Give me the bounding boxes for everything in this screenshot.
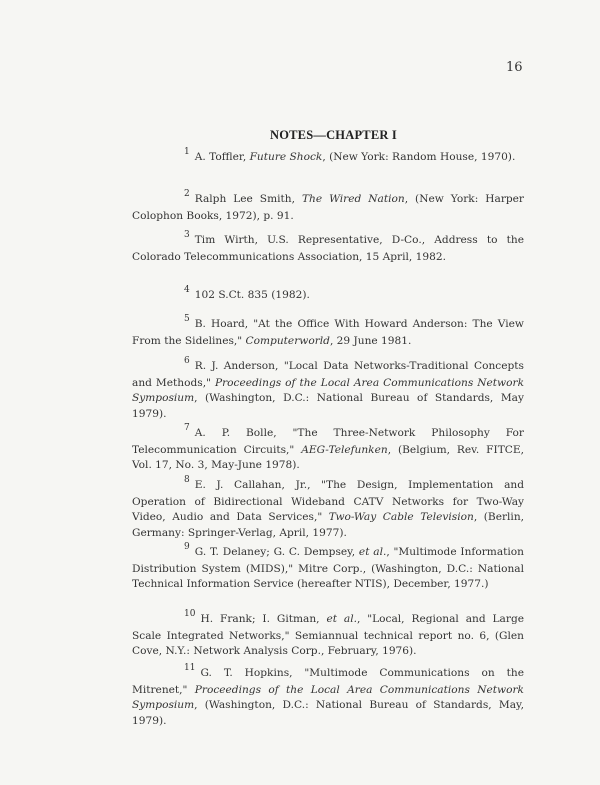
footnote-text: , "Multimode Information Distribution System (MIDS)," Mitre Corp., (Washington, D.C.: National Technical Information Service (hereafter NTIS), December, 1977.) — [132, 546, 525, 591]
footnote-title: AEG-Telefunken — [301, 443, 388, 456]
footnote-number: 6 — [184, 356, 190, 366]
footnote-6 — [132, 356, 524, 422]
footnote-title: et al. — [326, 613, 357, 625]
footnote-text: A. Toffler, — [194, 151, 250, 163]
footnote-text: E. J. Callahan, Jr., "The Design, Implementation and Operation of Bidirectional Wideband CATV Networks for Two-Way Video, Audio and Data Services," — [132, 479, 524, 524]
footnote-title: Future Shock — [249, 151, 323, 163]
footnote-text: , (Berlin, Germany: Springer-Verlag, April, 1977). — [132, 511, 525, 539]
footnote-text: , (Washington, D.C.: National Bureau of Standards, May, 1979). — [132, 699, 524, 727]
footnote-number: 9 — [184, 542, 190, 552]
footnote-text: R. J. Anderson, "Local Data Networks-Traditional Concepts and Methods," — [132, 360, 524, 389]
footnote-10 — [132, 609, 524, 660]
footnote-title: Proceedings of the Local Area Communications Network Symposium — [132, 376, 524, 405]
footnote-9 — [132, 542, 525, 593]
footnote-number: 3 — [184, 230, 190, 240]
footnote-text: , (New York: Harper Colophon Books, 1972), p. 91. — [132, 193, 525, 222]
footnote-title: Two-Way Cable Television — [328, 511, 474, 524]
footnote-3 — [132, 230, 524, 265]
footnote-5 — [132, 314, 524, 349]
footnote-number: 10 — [184, 609, 196, 619]
footnote-number: 7 — [184, 423, 190, 433]
footnote-text: , (Belgium, Rev. FITCE, Vol. 17, No. 3, May-June 1978). — [132, 443, 524, 472]
footnote-title: The Wired Nation — [301, 193, 405, 205]
page-title: NOTES—CHAPTER I — [270, 128, 397, 142]
footnote-number: 11 — [184, 663, 196, 673]
footnote-text: Tim Wirth, U.S. Representative, D-Co., Address to the Colorado Telecommunications Association, 15 April, 1982. — [132, 234, 524, 263]
footnote-title: Computerworld — [245, 334, 330, 347]
footnote-title: Proceedings of the Local Area Communications Network Symposium — [132, 683, 524, 712]
footnote-text: B. Hoard, "At the Office With Howard Anderson: The View From the Sidelines," — [132, 318, 524, 347]
page-number: 16 — [506, 60, 523, 75]
footnote-11 — [132, 663, 524, 729]
footnote-8 — [132, 475, 525, 541]
footnote-1 — [132, 147, 524, 167]
footnote-text: , 29 June 1981. — [329, 334, 412, 347]
footnote-text: G. T. Hopkins, "Multimode Communications on the Mitrenet," — [132, 667, 524, 696]
footnote-number: 2 — [184, 189, 190, 199]
footnote-text: A. P. Bolle, "The Three-Network Philosophy For Telecommunication Circuits," — [132, 427, 524, 456]
footnote-2 — [132, 189, 525, 224]
footnote-text: 102 S.Ct. 835 (1982). — [194, 289, 310, 301]
footnote-number: 1 — [184, 147, 190, 157]
footnote-text: , "Local, Regional and Large Scale Integrated Networks," Semiannual technical report no. 6, (Glen Cove, N.Y.: Network Analysis Corp., February, 1976). — [132, 613, 524, 658]
footnote-text: Ralph Lee Smith, — [194, 193, 302, 205]
footnote-number: 8 — [184, 475, 190, 485]
footnote-text: H. Frank; I. Gitman, — [200, 613, 327, 625]
footnote-number: 4 — [184, 285, 190, 295]
footnote-text: , (Washington, D.C.: National Bureau of Standards, May 1979). — [132, 392, 524, 420]
footnote-7 — [132, 423, 524, 474]
footnote-number: 5 — [184, 314, 190, 324]
footnote-4 — [132, 285, 524, 305]
footnote-title: et al. — [358, 546, 387, 558]
footnote-text: G. T. Delaney; G. C. Dempsey, — [194, 546, 359, 558]
footnote-text: , (New York: Random House, 1970). — [322, 151, 516, 163]
